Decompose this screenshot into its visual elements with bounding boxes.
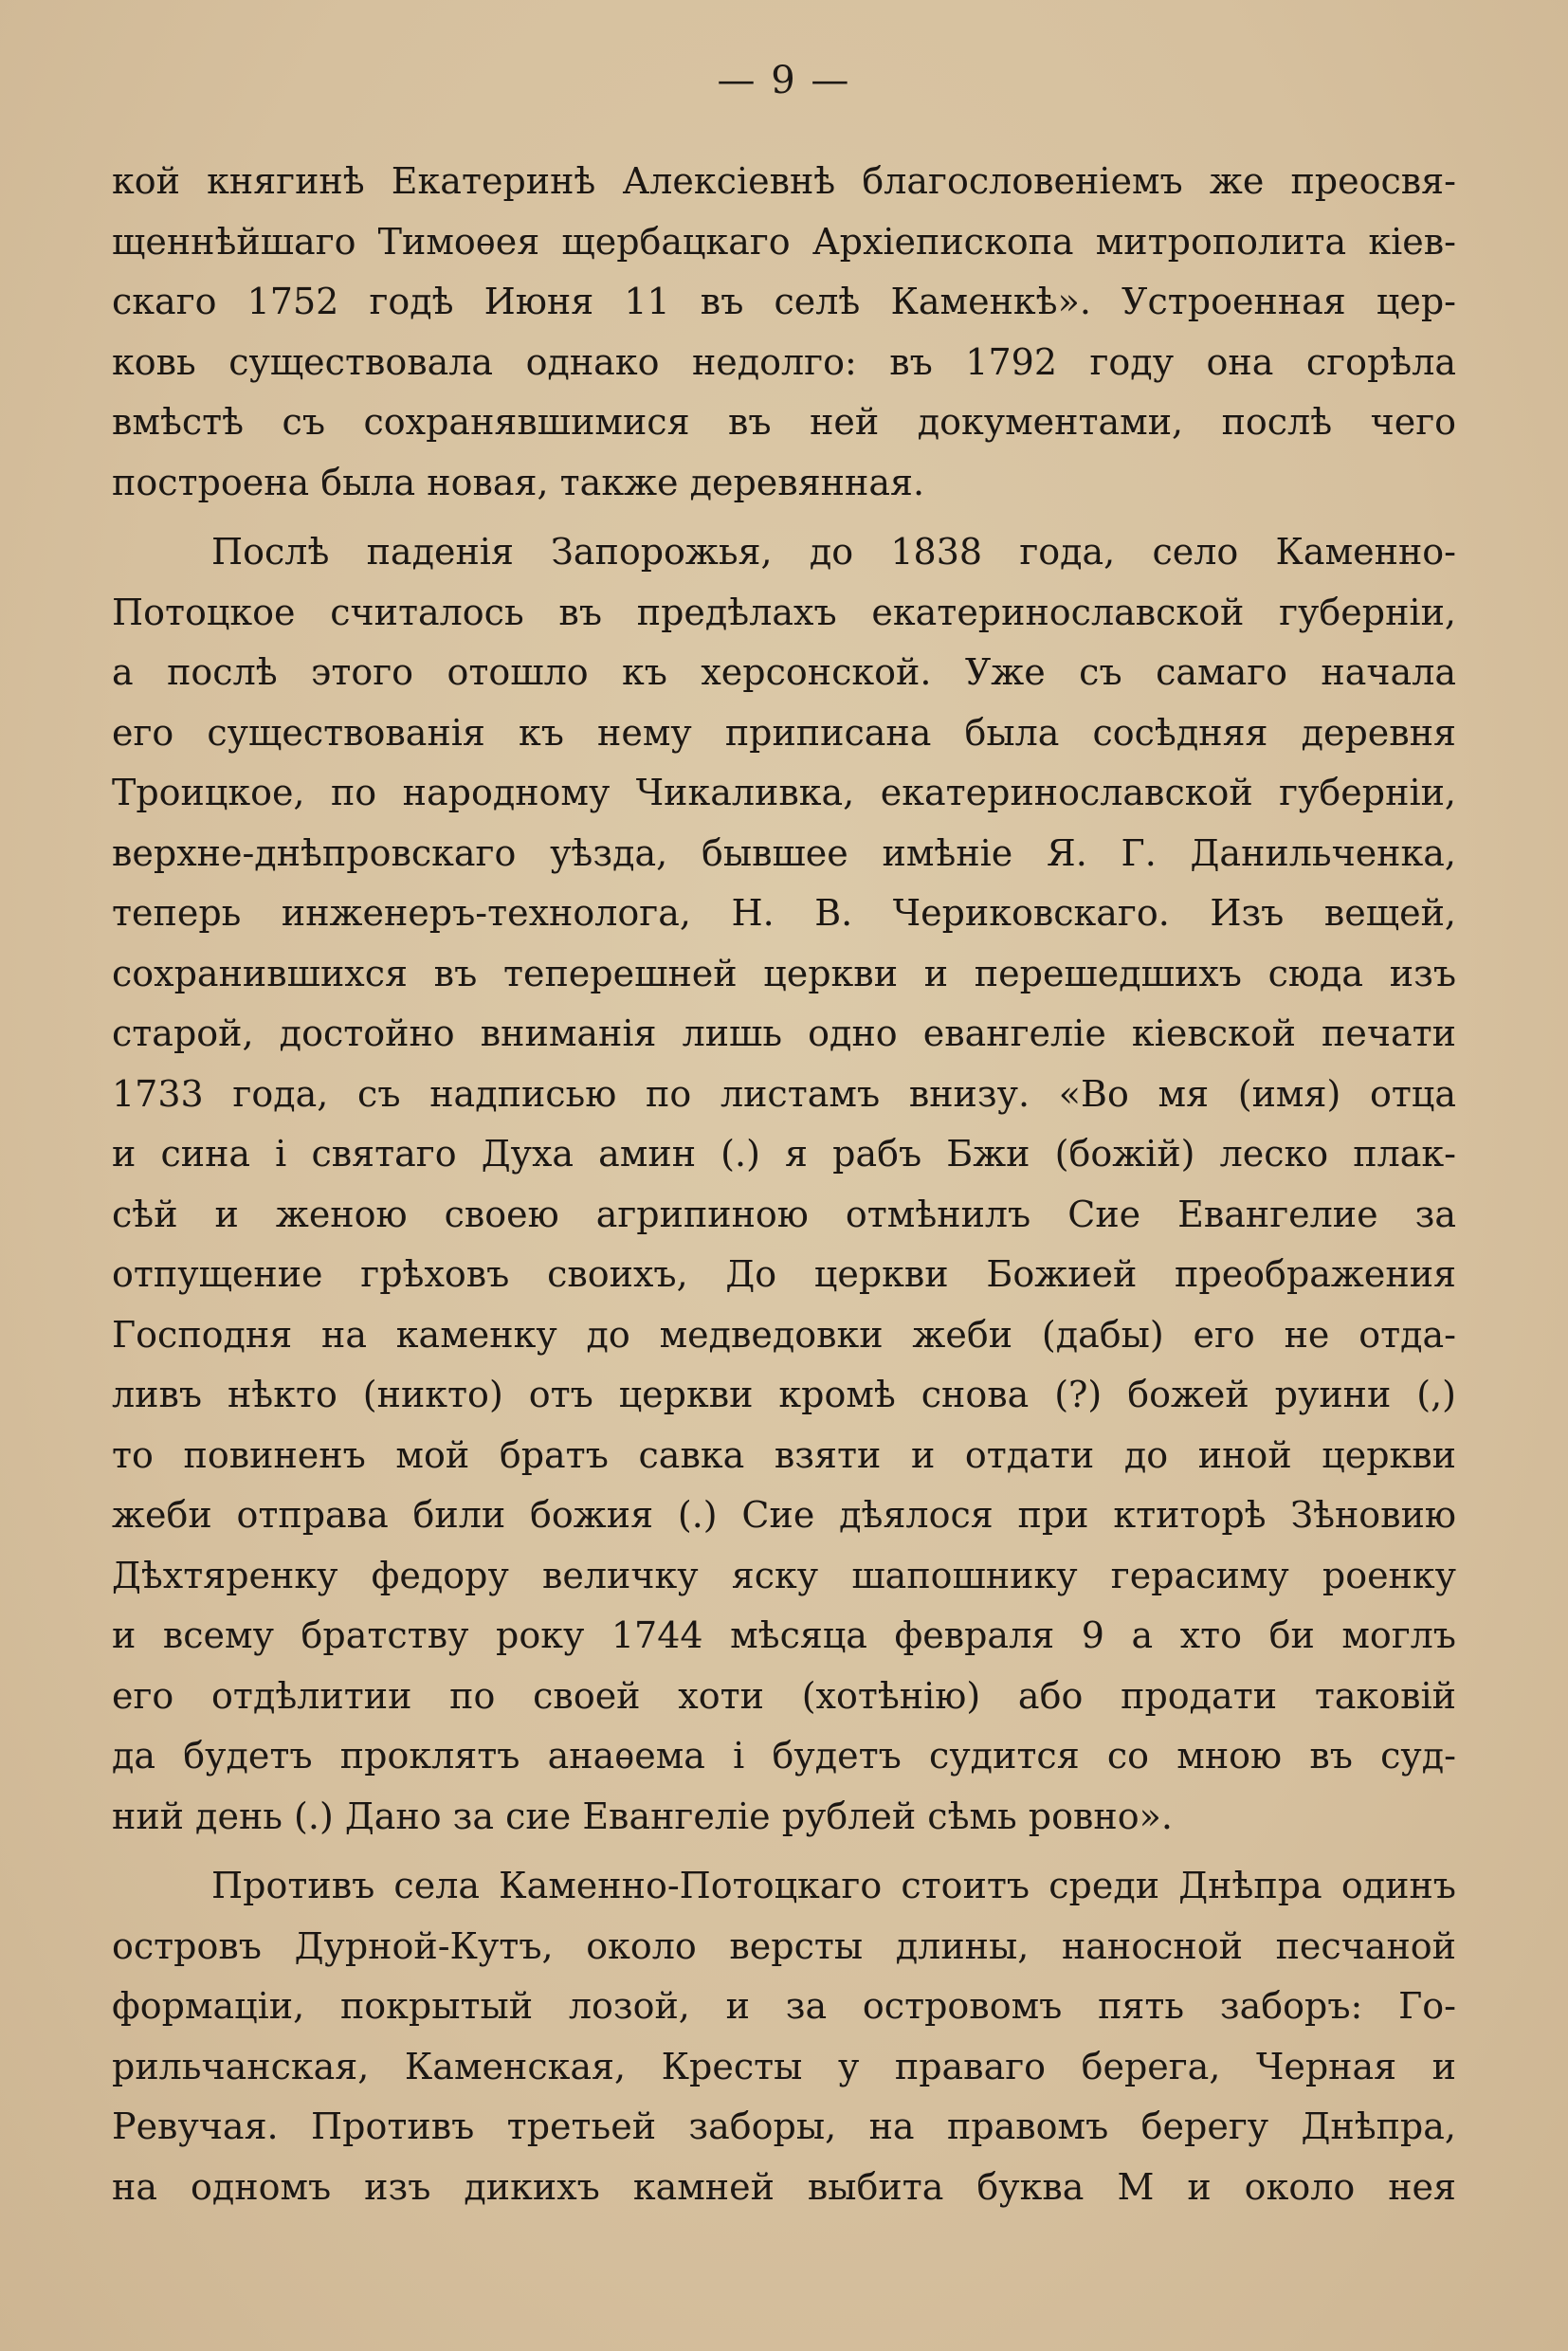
text-line: формаціи, покрытый лозой, и за островомъ пять заборъ: Го- (112, 1985, 1456, 2027)
text-line: вмѣстѣ съ сохранявшимися въ ней документами, послѣ чего (112, 401, 1456, 443)
text-line: Потоцкое считалось въ предѣлахъ екатеринославской губерніи, (112, 591, 1456, 633)
text-line: ний день (.) Дано за сие Евангеліе рублей сѣмь ровно». (112, 1795, 1173, 1837)
text-line: Послѣ паденія Запорожья, до 1838 года, село Каменно- (211, 531, 1456, 573)
text-line: Господня на каменку до медведовки жеби (дабы) его не отда- (112, 1313, 1456, 1356)
text-line: отпущение грѣховъ своихъ, До церкви Божией преображения (112, 1253, 1456, 1295)
text-line: верхне-днѣпровскаго уѣзда, бывшее имѣніе Я. Г. Данильченка, (112, 831, 1456, 874)
text-line: на одномъ изъ дикихъ камней выбита буква М и около нея (112, 2165, 1456, 2208)
text-line: и сина і святаго Духа амин (.) я рабъ Бжи (божій) леско плак- (112, 1133, 1456, 1175)
text-line: и всему братству року 1744 мѣсяца февраля 9 а хто би моглъ (112, 1614, 1456, 1656)
text-line: его существованія къ нему приписана была сосѣдняя деревня (112, 711, 1456, 754)
text-line: Троицкое, по народному Чикаливка, екатеринославской губерніи, (112, 772, 1456, 813)
text-line: жеби отправа били божия (.) Сие дѣялося при ктиторѣ Зѣновию (112, 1494, 1456, 1536)
paragraph-2 (112, 522, 1456, 1847)
text-line: сохранившихся въ теперешней церкви и перешедшихъ сюда изъ (112, 952, 1456, 994)
text-line: сѣй и женою своею агрипиною отмѣнилъ Сие Евангелие за (112, 1193, 1456, 1235)
text-line: скаго 1752 годѣ Июня 11 въ селѣ Каменкѣ». Устроенная цер- (112, 281, 1456, 322)
text-line: старой, достойно вниманія лишь одно евангеліе кіевской печати (112, 1012, 1456, 1054)
text-line: теперь инженеръ-технолога, Н. В. Чериковскаго. Изъ вещей, (112, 892, 1456, 934)
text-line: построена была новая, также деревянная. (112, 461, 925, 503)
page-number: — 9 — (717, 59, 851, 102)
paragraph-1 (112, 152, 1456, 513)
text-line: Ревучая. Противъ третьей заборы, на правомъ берегу Днѣпра, (112, 2105, 1456, 2147)
text-line: щеннѣйшаго Тимоѳея щербацкаго Архіепископа митрополита кіев- (112, 220, 1456, 263)
text-line: ковь существовала однако недолго: въ 1792 году она сгорѣла (112, 340, 1456, 383)
text-line: кой княгинѣ Екатеринѣ Алексіевнѣ благословеніемъ же преосвя- (112, 160, 1456, 202)
text-line: Противъ села Каменно-Потоцкаго стоитъ среди Днѣпра одинъ (211, 1865, 1456, 1906)
paragraph-gap (112, 513, 1456, 522)
text-line: ливъ нѣкто (никто) отъ церкви кромѣ снова (?) божей руини (,) (112, 1374, 1456, 1415)
text-line: островъ Дурной-Кутъ, около версты длины, наносной песчаной (112, 1924, 1456, 1967)
text-line: то повиненъ мой братъ савка взяти и отдати до иной церкви (112, 1433, 1456, 1476)
body-text (112, 152, 1456, 2217)
text-line: да будетъ проклятъ анаѳема і будетъ судится со мною въ суд- (112, 1735, 1456, 1777)
text-line: а послѣ этого отошло къ херсонской. Уже съ самаго начала (112, 651, 1456, 693)
text-line: Дѣхтяренку федору величку яску шапошнику герасиму роенку (112, 1554, 1456, 1596)
paragraph-3 (112, 1856, 1456, 2217)
text-line: его отдѣлитии по своей хоти (хотѣнію) або продати таковій (112, 1674, 1456, 1717)
paragraph-gap (112, 1847, 1456, 1856)
text-line: 1733 года, съ надписью по листамъ внизу. «Во мя (имя) отца (112, 1072, 1456, 1115)
text-line: рильчанская, Каменская, Кресты у праваго берега, Черная и (112, 2045, 1456, 2087)
